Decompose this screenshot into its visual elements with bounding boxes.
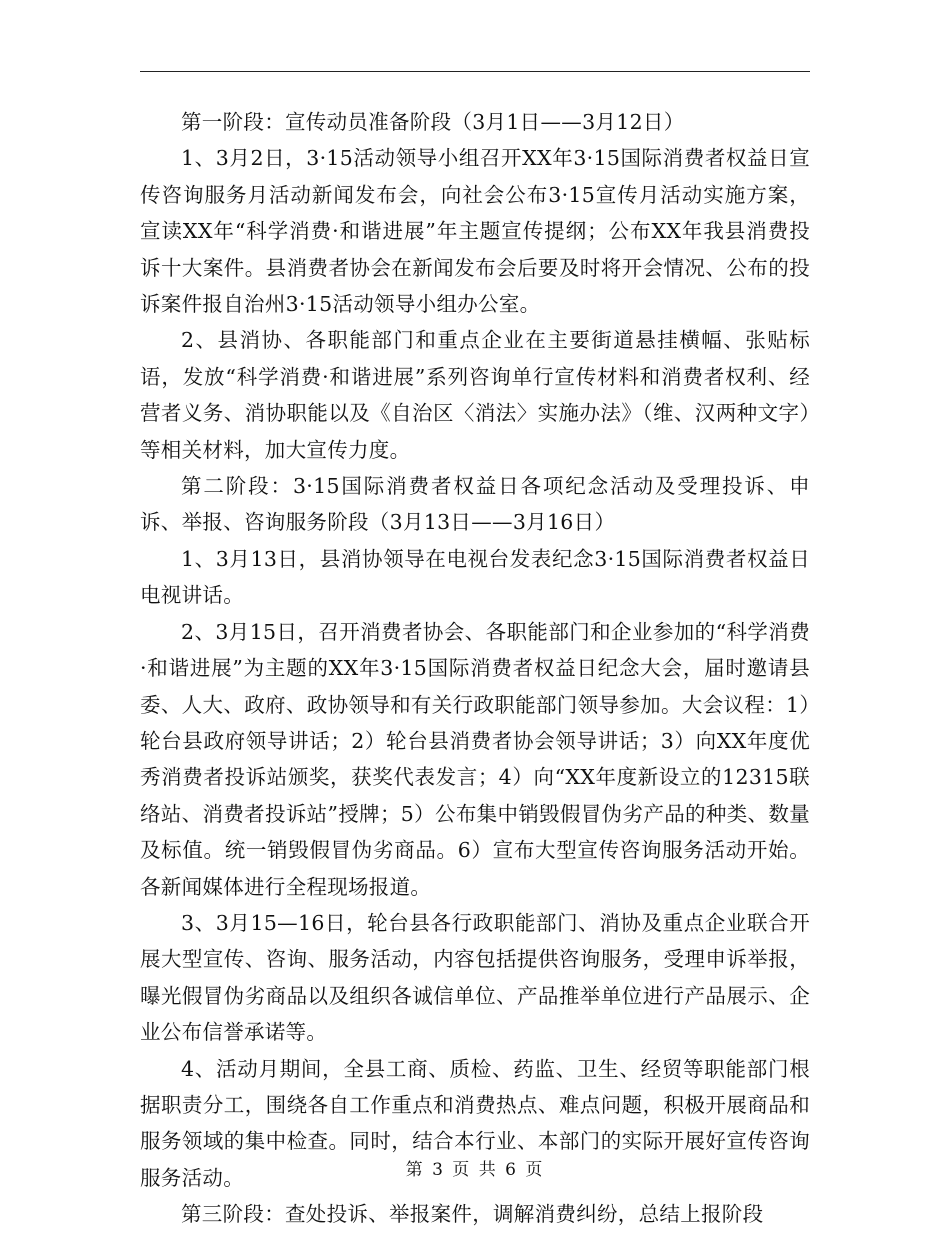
stage-1-item-2: 2、县消协、各职能部门和重点企业在主要街道悬挂横幅、张贴标语，发放“科学消费·和谐进展”系列咨询单行宣传材料和消费者权利、经营者义务、消协职能以及《自治区〈消法〉实施办法》（维、汉两种文字）等相关材料，加大宣传力度。 (140, 328, 810, 462)
stage-3-heading: 第三阶段：查处投诉、举报案件，调解消费纠纷，总结上报阶段 (181, 1202, 764, 1227)
stage-1-item-1: 1、3月2日，3·15活动领导小组召开XX年3·15国际消费者权益日宣传咨询服务月活动新闻发布会，向社会公布3·15宣传月活动实施方案，宣读XX年“科学消费·和谐进展”年主题宣传提纲；公布XX年我县消费投诉十大案件。县消费者协会在新闻发布会后要及时将开会情况、公布的投诉案件报自治州3·15活动领导小组办公室。 (140, 146, 810, 317)
stage-2-heading: 第二阶段：3·15国际消费者权益日各项纪念活动及受理投诉、申诉、举报、咨询服务阶段（3月13日——3月16日） (140, 474, 810, 535)
stage-2-item-1: 1、3月13日，县消协领导在电视台发表纪念3·15国际消费者权益日电视讲话。 (140, 546, 810, 608)
stage-2-item-4: 4、活动月期间，全县工商、质检、药监、卫生、经贸等职能部门根据职责分工，围绕各自工作重点和消费热点、难点问题，积极开展商品和服务领域的集中检查。同时，结合本行业、本部门的实际开展好宣传咨询服务活动。 (140, 1056, 810, 1190)
stage-2-item-3: 3、3月15—16日，轮台县各行政职能部门、消协及重点企业联合开展大型宣传、咨询、服务活动，内容包括提供咨询服务，受理申诉举报，曝光假冒伪劣商品以及组织各诚信单位、产品推举单位进行产品展示、企业公布信誉承诺等。 (140, 910, 810, 1045)
header-rule (140, 71, 810, 72)
page-number: 第 3 页 共 6 页 (405, 1160, 545, 1180)
document-body (140, 104, 810, 1233)
stage-2-item-2: 2、3月15日，召开消费者协会、各职能部门和企业参加的“科学消费·和谐进展”为主题的XX年3·15国际消费者权益日纪念大会，届时邀请县委、人大、政府、政协领导和有关行政职能部门领导参加。大会议程：1）轮台县政府领导讲话；2）轮台县消费者协会领导讲话；3）向XX年度优秀消费者投诉站颁奖，获奖代表发言；4）向“XX年度新设立的12315联络站、消费者投诉站”授牌；5）公布集中销毁假冒伪劣产品的种类、数量及标值。统一销毁假冒伪劣商品。6）宣布大型宣传咨询服务活动开始。各新闻媒体进行全程现场报道。 (140, 619, 810, 899)
stage-1-heading: 第一阶段：宣传动员准备阶段（3月1日——3月12日） (181, 110, 685, 134)
